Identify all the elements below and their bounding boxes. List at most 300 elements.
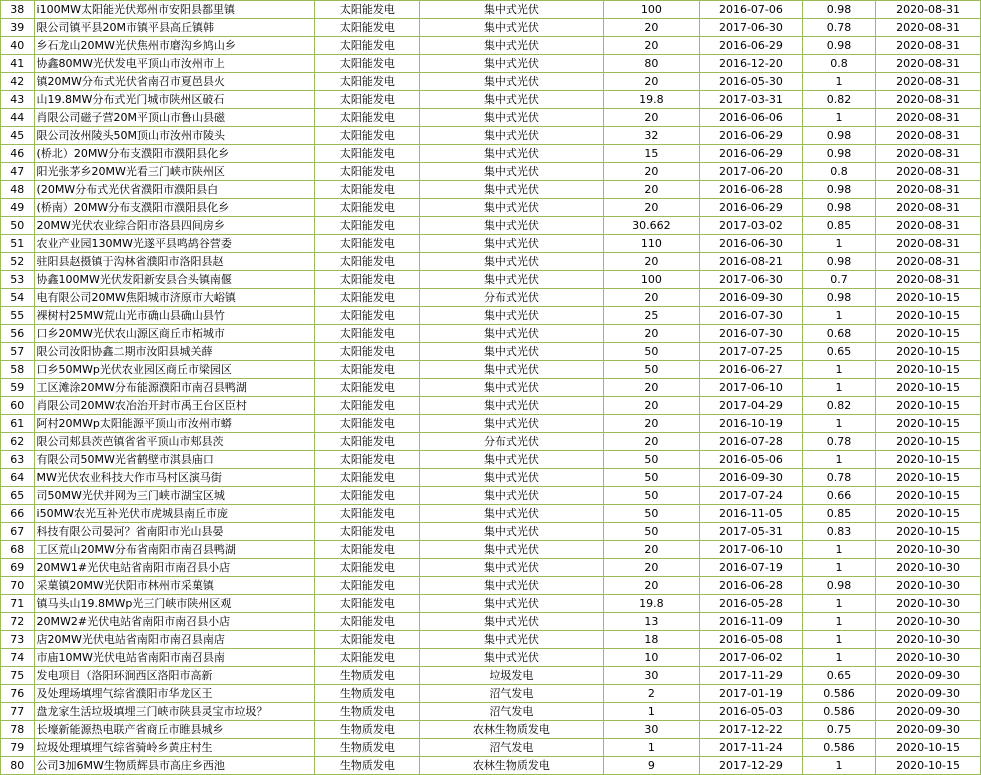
project-type-cell[interactable]: 生物质发电 — [315, 667, 420, 685]
project-name-cell[interactable]: 及处理场填埋气综省濮阳市华龙区王 — [34, 685, 315, 703]
project-subtype-cell[interactable]: 集中式光伏 — [420, 91, 603, 109]
project-name-cell[interactable]: 店20MW光伏电站省南阳市南召县南店 — [34, 631, 315, 649]
commission-date-cell[interactable]: 2016-11-05 — [700, 505, 803, 523]
commission-date-cell[interactable]: 2016-07-28 — [700, 433, 803, 451]
project-subtype-cell[interactable]: 集中式光伏 — [420, 541, 603, 559]
table-row[interactable] — [1, 667, 981, 685]
project-name-cell[interactable]: 电有限公司20MW焦阳城市济原市大峪镇 — [34, 289, 315, 307]
project-subtype-cell[interactable]: 集中式光伏 — [420, 361, 603, 379]
deadline-date-cell[interactable]: 2020-09-30 — [876, 703, 981, 721]
project-type-cell[interactable]: 太阳能发电 — [315, 361, 420, 379]
deadline-date-cell[interactable]: 2020-09-30 — [876, 685, 981, 703]
capacity-cell[interactable]: 110 — [603, 235, 699, 253]
project-type-cell[interactable]: 太阳能发电 — [315, 397, 420, 415]
commission-date-cell[interactable]: 2017-11-29 — [700, 667, 803, 685]
ratio-cell[interactable]: 0.82 — [802, 91, 875, 109]
project-name-cell[interactable]: 肖限公司20MW农冶治开封市禹王台区臣村 — [34, 397, 315, 415]
ratio-cell[interactable]: 0.83 — [802, 523, 875, 541]
row-index-cell[interactable]: 40 — [1, 37, 35, 55]
capacity-cell[interactable]: 9 — [603, 757, 699, 775]
project-type-cell[interactable]: 太阳能发电 — [315, 469, 420, 487]
capacity-cell[interactable]: 20 — [603, 199, 699, 217]
deadline-date-cell[interactable]: 2020-10-15 — [876, 289, 981, 307]
ratio-cell[interactable]: 0.98 — [802, 577, 875, 595]
deadline-date-cell[interactable]: 2020-08-31 — [876, 91, 981, 109]
project-name-cell[interactable]: 口乡20MW光伏农山源区商丘市柘城市 — [34, 325, 315, 343]
row-index-cell[interactable]: 52 — [1, 253, 35, 271]
ratio-cell[interactable]: 0.66 — [802, 487, 875, 505]
table-row[interactable] — [1, 343, 981, 361]
deadline-date-cell[interactable]: 2020-10-15 — [876, 487, 981, 505]
row-index-cell[interactable]: 76 — [1, 685, 35, 703]
row-index-cell[interactable]: 41 — [1, 55, 35, 73]
project-name-cell[interactable]: 公司3加6MW生物质辉县市高庄乡西池 — [34, 757, 315, 775]
deadline-date-cell[interactable]: 2020-10-15 — [876, 343, 981, 361]
row-index-cell[interactable]: 80 — [1, 757, 35, 775]
project-subtype-cell[interactable]: 集中式光伏 — [420, 271, 603, 289]
project-type-cell[interactable]: 太阳能发电 — [315, 451, 420, 469]
project-name-cell[interactable]: 工区滩涂20MW分布能源濮阳市南召县鸭湖 — [34, 379, 315, 397]
capacity-cell[interactable]: 20 — [603, 163, 699, 181]
table-row[interactable] — [1, 451, 981, 469]
project-type-cell[interactable]: 太阳能发电 — [315, 595, 420, 613]
project-type-cell[interactable]: 太阳能发电 — [315, 163, 420, 181]
ratio-cell[interactable]: 0.68 — [802, 325, 875, 343]
project-name-cell[interactable]: 垃圾处理填埋气综省骑岭乡黄庄村生 — [34, 739, 315, 757]
table-row[interactable] — [1, 721, 981, 739]
commission-date-cell[interactable]: 2016-05-03 — [700, 703, 803, 721]
capacity-cell[interactable]: 19.8 — [603, 91, 699, 109]
deadline-date-cell[interactable]: 2020-10-15 — [876, 379, 981, 397]
commission-date-cell[interactable]: 2016-06-27 — [700, 361, 803, 379]
project-subtype-cell[interactable]: 集中式光伏 — [420, 37, 603, 55]
table-row[interactable] — [1, 73, 981, 91]
deadline-date-cell[interactable]: 2020-09-30 — [876, 721, 981, 739]
deadline-date-cell[interactable]: 2020-08-31 — [876, 235, 981, 253]
deadline-date-cell[interactable]: 2020-10-30 — [876, 577, 981, 595]
project-subtype-cell[interactable]: 集中式光伏 — [420, 595, 603, 613]
commission-date-cell[interactable]: 2016-09-30 — [700, 469, 803, 487]
project-type-cell[interactable]: 太阳能发电 — [315, 577, 420, 595]
row-index-cell[interactable]: 61 — [1, 415, 35, 433]
capacity-cell[interactable]: 20 — [603, 253, 699, 271]
table-row[interactable] — [1, 577, 981, 595]
project-subtype-cell[interactable]: 集中式光伏 — [420, 73, 603, 91]
capacity-cell[interactable]: 30.662 — [603, 217, 699, 235]
commission-date-cell[interactable]: 2016-07-06 — [700, 1, 803, 19]
project-name-cell[interactable]: 市庙10MW光伏电站省南阳市南召县南 — [34, 649, 315, 667]
table-row[interactable] — [1, 127, 981, 145]
row-index-cell[interactable]: 63 — [1, 451, 35, 469]
ratio-cell[interactable]: 0.98 — [802, 37, 875, 55]
capacity-cell[interactable]: 20 — [603, 415, 699, 433]
row-index-cell[interactable]: 50 — [1, 217, 35, 235]
table-row[interactable] — [1, 487, 981, 505]
row-index-cell[interactable]: 67 — [1, 523, 35, 541]
project-type-cell[interactable]: 太阳能发电 — [315, 109, 420, 127]
capacity-cell[interactable]: 20 — [603, 73, 699, 91]
row-index-cell[interactable]: 47 — [1, 163, 35, 181]
row-index-cell[interactable]: 53 — [1, 271, 35, 289]
project-type-cell[interactable]: 太阳能发电 — [315, 289, 420, 307]
row-index-cell[interactable]: 49 — [1, 199, 35, 217]
commission-date-cell[interactable]: 2017-11-24 — [700, 739, 803, 757]
deadline-date-cell[interactable]: 2020-10-15 — [876, 451, 981, 469]
row-index-cell[interactable]: 74 — [1, 649, 35, 667]
table-row[interactable] — [1, 163, 981, 181]
project-subtype-cell[interactable]: 集中式光伏 — [420, 163, 603, 181]
capacity-cell[interactable]: 20 — [603, 109, 699, 127]
project-name-cell[interactable]: 20MW光伏农业综合阳市洛县四间房乡 — [34, 217, 315, 235]
commission-date-cell[interactable]: 2016-07-30 — [700, 325, 803, 343]
table-row[interactable] — [1, 91, 981, 109]
project-name-cell[interactable]: 盘龙家生活垃圾填埋三门峡市陕县灵宝市垃圾？ — [34, 703, 315, 721]
deadline-date-cell[interactable]: 2020-10-15 — [876, 325, 981, 343]
project-subtype-cell[interactable]: 农林生物质发电 — [420, 721, 603, 739]
table-row[interactable] — [1, 19, 981, 37]
project-name-cell[interactable]: 镇20MW分布式光伏省南召市夏邑县火 — [34, 73, 315, 91]
table-row[interactable] — [1, 559, 981, 577]
row-index-cell[interactable]: 78 — [1, 721, 35, 739]
capacity-cell[interactable]: 20 — [603, 379, 699, 397]
row-index-cell[interactable]: 70 — [1, 577, 35, 595]
table-row[interactable] — [1, 469, 981, 487]
ratio-cell[interactable]: 0.78 — [802, 469, 875, 487]
project-subtype-cell[interactable]: 集中式光伏 — [420, 649, 603, 667]
capacity-cell[interactable]: 50 — [603, 505, 699, 523]
commission-date-cell[interactable]: 2017-05-31 — [700, 523, 803, 541]
table-row[interactable] — [1, 109, 981, 127]
ratio-cell[interactable]: 1 — [802, 649, 875, 667]
project-name-cell[interactable]: 工区荒山20MW分布省南阳市南召县鸭湖 — [34, 541, 315, 559]
project-subtype-cell[interactable]: 集中式光伏 — [420, 181, 603, 199]
project-type-cell[interactable]: 太阳能发电 — [315, 1, 420, 19]
ratio-cell[interactable]: 1 — [802, 559, 875, 577]
table-row[interactable] — [1, 379, 981, 397]
commission-date-cell[interactable]: 2016-06-29 — [700, 199, 803, 217]
project-subtype-cell[interactable]: 集中式光伏 — [420, 199, 603, 217]
row-index-cell[interactable]: 69 — [1, 559, 35, 577]
project-type-cell[interactable]: 太阳能发电 — [315, 199, 420, 217]
row-index-cell[interactable]: 71 — [1, 595, 35, 613]
project-name-cell[interactable]: 20MW2#光伏电站省南阳市南召县小店 — [34, 613, 315, 631]
deadline-date-cell[interactable]: 2020-10-15 — [876, 361, 981, 379]
capacity-cell[interactable]: 13 — [603, 613, 699, 631]
project-subtype-cell[interactable]: 集中式光伏 — [420, 523, 603, 541]
capacity-cell[interactable]: 19.8 — [603, 595, 699, 613]
ratio-cell[interactable]: 0.65 — [802, 343, 875, 361]
project-subtype-cell[interactable]: 集中式光伏 — [420, 559, 603, 577]
capacity-cell[interactable]: 100 — [603, 1, 699, 19]
table-row[interactable] — [1, 703, 981, 721]
table-row[interactable] — [1, 235, 981, 253]
row-index-cell[interactable]: 54 — [1, 289, 35, 307]
table-row[interactable] — [1, 397, 981, 415]
capacity-cell[interactable]: 100 — [603, 271, 699, 289]
table-row[interactable] — [1, 1, 981, 19]
ratio-cell[interactable]: 0.78 — [802, 433, 875, 451]
project-subtype-cell[interactable]: 集中式光伏 — [420, 235, 603, 253]
project-name-cell[interactable]: 采菓镇20MW光伏阳市林州市采菓镇 — [34, 577, 315, 595]
ratio-cell[interactable]: 1 — [802, 415, 875, 433]
project-name-cell[interactable]: (20MW分布式光伏省濮阳市濮阳县白 — [34, 181, 315, 199]
commission-date-cell[interactable]: 2016-07-30 — [700, 307, 803, 325]
project-name-cell[interactable]: 限公司汝州陵头50M顶山市汝州市陵头 — [34, 127, 315, 145]
ratio-cell[interactable]: 0.75 — [802, 721, 875, 739]
project-subtype-cell[interactable]: 集中式光伏 — [420, 55, 603, 73]
project-subtype-cell[interactable]: 集中式光伏 — [420, 325, 603, 343]
table-row[interactable] — [1, 199, 981, 217]
capacity-cell[interactable]: 30 — [603, 721, 699, 739]
table-row[interactable] — [1, 37, 981, 55]
project-subtype-cell[interactable]: 集中式光伏 — [420, 127, 603, 145]
commission-date-cell[interactable]: 2016-05-30 — [700, 73, 803, 91]
project-type-cell[interactable]: 太阳能发电 — [315, 415, 420, 433]
table-row[interactable] — [1, 631, 981, 649]
deadline-date-cell[interactable]: 2020-10-15 — [876, 757, 981, 775]
project-name-cell[interactable]: 协鑫80MW光伏发电平顶山市汝州市上 — [34, 55, 315, 73]
project-subtype-cell[interactable]: 集中式光伏 — [420, 307, 603, 325]
project-type-cell[interactable]: 生物质发电 — [315, 757, 420, 775]
deadline-date-cell[interactable]: 2020-10-30 — [876, 631, 981, 649]
capacity-cell[interactable]: 15 — [603, 145, 699, 163]
project-type-cell[interactable]: 生物质发电 — [315, 685, 420, 703]
project-type-cell[interactable]: 太阳能发电 — [315, 127, 420, 145]
project-type-cell[interactable]: 太阳能发电 — [315, 379, 420, 397]
table-row[interactable] — [1, 523, 981, 541]
capacity-cell[interactable]: 1 — [603, 739, 699, 757]
commission-date-cell[interactable]: 2017-03-31 — [700, 91, 803, 109]
capacity-cell[interactable]: 80 — [603, 55, 699, 73]
row-index-cell[interactable]: 46 — [1, 145, 35, 163]
capacity-cell[interactable]: 50 — [603, 451, 699, 469]
ratio-cell[interactable]: 1 — [802, 631, 875, 649]
commission-date-cell[interactable]: 2016-12-20 — [700, 55, 803, 73]
row-index-cell[interactable]: 42 — [1, 73, 35, 91]
row-index-cell[interactable]: 73 — [1, 631, 35, 649]
project-name-cell[interactable]: 乡石龙山20MW光伏焦州市磨沟乡鸠山乡 — [34, 37, 315, 55]
project-subtype-cell[interactable]: 分布式光伏 — [420, 289, 603, 307]
row-index-cell[interactable]: 75 — [1, 667, 35, 685]
row-index-cell[interactable]: 55 — [1, 307, 35, 325]
project-type-cell[interactable]: 太阳能发电 — [315, 631, 420, 649]
ratio-cell[interactable]: 0.586 — [802, 703, 875, 721]
deadline-date-cell[interactable]: 2020-08-31 — [876, 181, 981, 199]
project-type-cell[interactable]: 太阳能发电 — [315, 325, 420, 343]
project-name-cell[interactable]: 限公司汝阳协鑫二期市汝阳县城关薛 — [34, 343, 315, 361]
capacity-cell[interactable]: 20 — [603, 433, 699, 451]
capacity-cell[interactable]: 32 — [603, 127, 699, 145]
commission-date-cell[interactable]: 2017-06-02 — [700, 649, 803, 667]
table-row[interactable] — [1, 325, 981, 343]
table-row[interactable] — [1, 739, 981, 757]
project-subtype-cell[interactable]: 集中式光伏 — [420, 631, 603, 649]
capacity-cell[interactable]: 20 — [603, 289, 699, 307]
project-subtype-cell[interactable]: 集中式光伏 — [420, 19, 603, 37]
capacity-cell[interactable]: 20 — [603, 37, 699, 55]
row-index-cell[interactable]: 72 — [1, 613, 35, 631]
project-subtype-cell[interactable]: 集中式光伏 — [420, 109, 603, 127]
deadline-date-cell[interactable]: 2020-10-15 — [876, 397, 981, 415]
deadline-date-cell[interactable]: 2020-10-15 — [876, 433, 981, 451]
project-name-cell[interactable]: 山19.8MW分布式光门城市陕州区破石 — [34, 91, 315, 109]
project-subtype-cell[interactable]: 集中式光伏 — [420, 343, 603, 361]
deadline-date-cell[interactable]: 2020-08-31 — [876, 163, 981, 181]
capacity-cell[interactable]: 50 — [603, 343, 699, 361]
deadline-date-cell[interactable]: 2020-08-31 — [876, 127, 981, 145]
ratio-cell[interactable]: 0.98 — [802, 289, 875, 307]
commission-date-cell[interactable]: 2016-06-29 — [700, 145, 803, 163]
row-index-cell[interactable]: 77 — [1, 703, 35, 721]
commission-date-cell[interactable]: 2016-06-30 — [700, 235, 803, 253]
project-type-cell[interactable]: 太阳能发电 — [315, 649, 420, 667]
ratio-cell[interactable]: 0.78 — [802, 19, 875, 37]
commission-date-cell[interactable]: 2016-05-08 — [700, 631, 803, 649]
project-name-cell[interactable]: 长壕新能源热电联产省商丘市睢县城乡 — [34, 721, 315, 739]
capacity-cell[interactable]: 1 — [603, 703, 699, 721]
table-row[interactable] — [1, 415, 981, 433]
project-type-cell[interactable]: 生物质发电 — [315, 703, 420, 721]
project-name-cell[interactable]: 科技有限公司晏河？省南阳市光山县晏 — [34, 523, 315, 541]
project-subtype-cell[interactable]: 集中式光伏 — [420, 487, 603, 505]
project-name-cell[interactable]: 镇马头山19.8MWp光三门峡市陕州区观 — [34, 595, 315, 613]
table-row[interactable] — [1, 55, 981, 73]
capacity-cell[interactable]: 20 — [603, 541, 699, 559]
project-subtype-cell[interactable]: 集中式光伏 — [420, 451, 603, 469]
ratio-cell[interactable]: 0.85 — [802, 505, 875, 523]
project-subtype-cell[interactable]: 集中式光伏 — [420, 397, 603, 415]
project-subtype-cell[interactable]: 垃圾发电 — [420, 667, 603, 685]
table-row[interactable] — [1, 181, 981, 199]
deadline-date-cell[interactable]: 2020-10-15 — [876, 739, 981, 757]
row-index-cell[interactable]: 38 — [1, 1, 35, 19]
capacity-cell[interactable]: 20 — [603, 577, 699, 595]
ratio-cell[interactable]: 1 — [802, 757, 875, 775]
table-row[interactable] — [1, 685, 981, 703]
deadline-date-cell[interactable]: 2020-08-31 — [876, 271, 981, 289]
project-type-cell[interactable]: 太阳能发电 — [315, 307, 420, 325]
project-subtype-cell[interactable]: 集中式光伏 — [420, 217, 603, 235]
project-subtype-cell[interactable]: 农林生物质发电 — [420, 757, 603, 775]
commission-date-cell[interactable]: 2017-07-24 — [700, 487, 803, 505]
project-subtype-cell[interactable]: 集中式光伏 — [420, 577, 603, 595]
commission-date-cell[interactable]: 2017-07-25 — [700, 343, 803, 361]
project-type-cell[interactable]: 太阳能发电 — [315, 145, 420, 163]
ratio-cell[interactable]: 1 — [802, 307, 875, 325]
project-name-cell[interactable]: i50MW农光互补光伏市虎城县南丘市庞 — [34, 505, 315, 523]
table-row[interactable] — [1, 541, 981, 559]
project-subtype-cell[interactable]: 集中式光伏 — [420, 379, 603, 397]
project-name-cell[interactable]: 20MW1#光伏电站省南阳市南召县小店 — [34, 559, 315, 577]
project-name-cell[interactable]: 限公司郏县茨芭镇省省平顶山市郏县茨 — [34, 433, 315, 451]
deadline-date-cell[interactable]: 2020-08-31 — [876, 73, 981, 91]
table-row[interactable] — [1, 307, 981, 325]
row-index-cell[interactable]: 56 — [1, 325, 35, 343]
ratio-cell[interactable]: 1 — [802, 235, 875, 253]
project-type-cell[interactable]: 太阳能发电 — [315, 235, 420, 253]
project-type-cell[interactable]: 太阳能发电 — [315, 91, 420, 109]
deadline-date-cell[interactable]: 2020-10-30 — [876, 559, 981, 577]
deadline-date-cell[interactable]: 2020-08-31 — [876, 55, 981, 73]
ratio-cell[interactable]: 0.7 — [802, 271, 875, 289]
project-type-cell[interactable]: 生物质发电 — [315, 721, 420, 739]
project-type-cell[interactable]: 太阳能发电 — [315, 55, 420, 73]
capacity-cell[interactable]: 20 — [603, 325, 699, 343]
row-index-cell[interactable]: 64 — [1, 469, 35, 487]
deadline-date-cell[interactable]: 2020-10-15 — [876, 415, 981, 433]
capacity-cell[interactable]: 2 — [603, 685, 699, 703]
ratio-cell[interactable]: 1 — [802, 451, 875, 469]
row-index-cell[interactable]: 43 — [1, 91, 35, 109]
project-subtype-cell[interactable]: 集中式光伏 — [420, 505, 603, 523]
project-name-cell[interactable]: 司50MW光伏并网为三门峡市湖宝区城 — [34, 487, 315, 505]
table-row[interactable] — [1, 649, 981, 667]
row-index-cell[interactable]: 44 — [1, 109, 35, 127]
commission-date-cell[interactable]: 2016-06-28 — [700, 181, 803, 199]
row-index-cell[interactable]: 45 — [1, 127, 35, 145]
capacity-cell[interactable]: 50 — [603, 361, 699, 379]
project-subtype-cell[interactable]: 集中式光伏 — [420, 145, 603, 163]
project-subtype-cell[interactable]: 集中式光伏 — [420, 469, 603, 487]
deadline-date-cell[interactable]: 2020-10-30 — [876, 541, 981, 559]
project-name-cell[interactable]: 限公司镇平县20M市镇平县高丘镇韩 — [34, 19, 315, 37]
project-type-cell[interactable]: 太阳能发电 — [315, 217, 420, 235]
table-row[interactable] — [1, 253, 981, 271]
project-name-cell[interactable]: 驻阳县赵摄镇于沟林省濮阳市洛阳县赵 — [34, 253, 315, 271]
deadline-date-cell[interactable]: 2020-08-31 — [876, 199, 981, 217]
project-name-cell[interactable]: MW光伏农业科技大作市马村区演马街 — [34, 469, 315, 487]
row-index-cell[interactable]: 39 — [1, 19, 35, 37]
project-subtype-cell[interactable]: 沼气发电 — [420, 703, 603, 721]
row-index-cell[interactable]: 58 — [1, 361, 35, 379]
capacity-cell[interactable]: 50 — [603, 469, 699, 487]
project-type-cell[interactable]: 生物质发电 — [315, 739, 420, 757]
project-type-cell[interactable]: 太阳能发电 — [315, 541, 420, 559]
table-row[interactable] — [1, 505, 981, 523]
project-subtype-cell[interactable]: 集中式光伏 — [420, 253, 603, 271]
commission-date-cell[interactable]: 2016-08-21 — [700, 253, 803, 271]
project-type-cell[interactable]: 太阳能发电 — [315, 37, 420, 55]
capacity-cell[interactable]: 50 — [603, 487, 699, 505]
project-name-cell[interactable]: 阳光张茅乡20MW光看三门峡市陕州区 — [34, 163, 315, 181]
deadline-date-cell[interactable]: 2020-10-30 — [876, 649, 981, 667]
capacity-cell[interactable]: 20 — [603, 181, 699, 199]
ratio-cell[interactable]: 1 — [802, 109, 875, 127]
ratio-cell[interactable]: 0.98 — [802, 145, 875, 163]
project-subtype-cell[interactable]: 集中式光伏 — [420, 415, 603, 433]
project-type-cell[interactable]: 太阳能发电 — [315, 613, 420, 631]
ratio-cell[interactable]: 0.98 — [802, 1, 875, 19]
project-name-cell[interactable]: 阿村20MWp太阳能源平顶山市汝州市蟒 — [34, 415, 315, 433]
project-subtype-cell[interactable]: 沼气发电 — [420, 739, 603, 757]
commission-date-cell[interactable]: 2017-06-30 — [700, 19, 803, 37]
commission-date-cell[interactable]: 2017-06-10 — [700, 379, 803, 397]
project-name-cell[interactable]: 协鑫100MW光伏发阳新安县合头镇南偃 — [34, 271, 315, 289]
project-type-cell[interactable]: 太阳能发电 — [315, 487, 420, 505]
deadline-date-cell[interactable]: 2020-08-31 — [876, 109, 981, 127]
project-name-cell[interactable]: 发电项目（洛阳环涧西区洛阳市高新 — [34, 667, 315, 685]
row-index-cell[interactable]: 68 — [1, 541, 35, 559]
ratio-cell[interactable]: 0.65 — [802, 667, 875, 685]
ratio-cell[interactable]: 0.586 — [802, 739, 875, 757]
commission-date-cell[interactable]: 2016-06-29 — [700, 127, 803, 145]
project-name-cell[interactable]: (桥南）20MW分布支濮阳市濮阳县化乡 — [34, 199, 315, 217]
commission-date-cell[interactable]: 2017-12-29 — [700, 757, 803, 775]
capacity-cell[interactable]: 30 — [603, 667, 699, 685]
ratio-cell[interactable]: 0.98 — [802, 127, 875, 145]
row-index-cell[interactable]: 48 — [1, 181, 35, 199]
capacity-cell[interactable]: 10 — [603, 649, 699, 667]
